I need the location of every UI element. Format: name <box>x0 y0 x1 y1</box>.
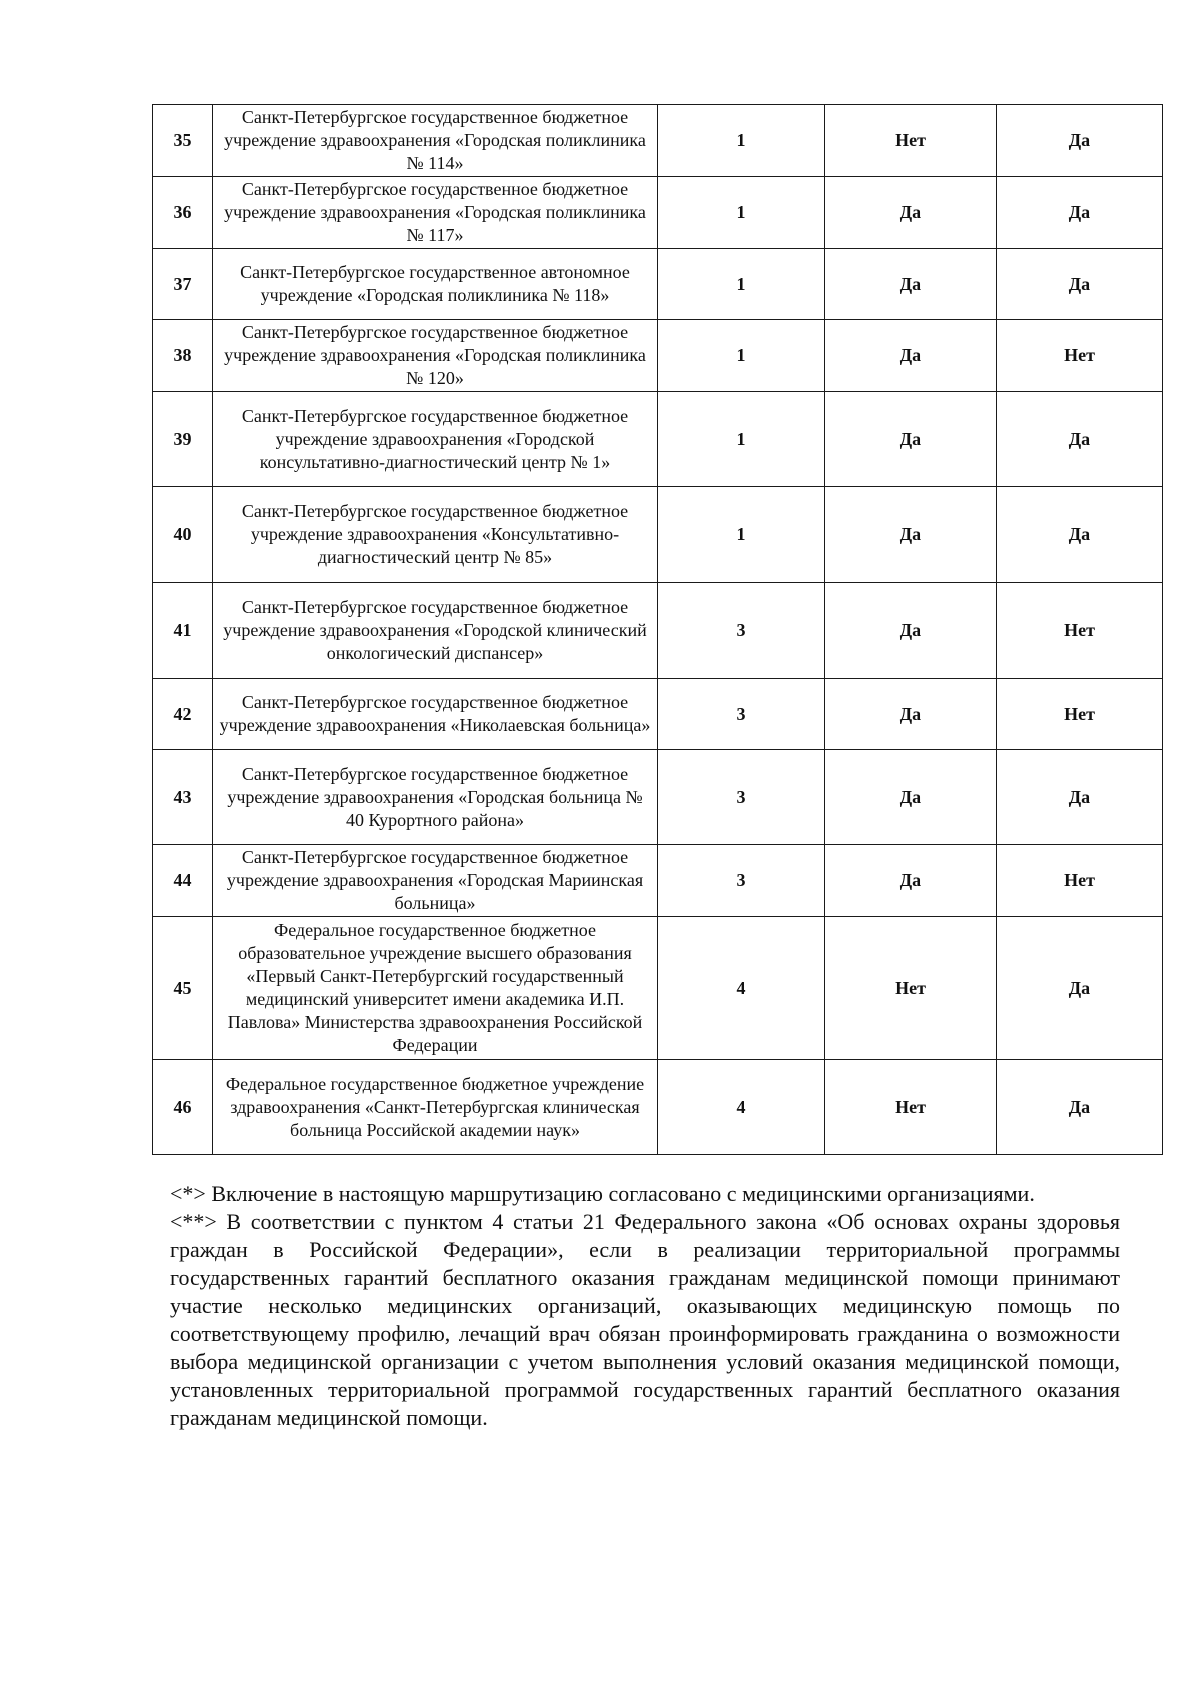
column-5-value: Да <box>997 1060 1163 1155</box>
organization-name: Санкт-Петербургское государственное бюджетное учреждение здравоохранения «Городская Мариинская больница» <box>213 845 658 917</box>
care-level: 4 <box>658 917 825 1060</box>
row-number: 41 <box>153 583 213 679</box>
table-row <box>153 177 1163 249</box>
column-5-value: Да <box>997 487 1163 583</box>
column-5-value: Да <box>997 750 1163 845</box>
care-level: 1 <box>658 487 825 583</box>
column-5-value: Нет <box>997 320 1163 392</box>
row-number: 43 <box>153 750 213 845</box>
table-row <box>153 1060 1163 1155</box>
column-4-value: Да <box>825 583 997 679</box>
column-4-value: Да <box>825 487 997 583</box>
row-number: 38 <box>153 320 213 392</box>
care-level: 4 <box>658 1060 825 1155</box>
routing-table <box>152 104 1163 1155</box>
table-body <box>153 105 1163 1155</box>
care-level: 3 <box>658 750 825 845</box>
care-level: 3 <box>658 679 825 750</box>
footnote-2: <**> В соответствии с пунктом 4 статьи 21 Федерального закона «Об основах охраны здоровья граждан в Российской Федерации», если в реализации территориальной программы государственных гарантий бесплатного оказания гражданам медицинской помощи принимают участие несколько медицинских организаций, оказывающих медицинскую помощь по соответствующему профилю, лечащий врач обязан проинформировать гражданина о возможности выбора медицинской организации с учетом выполнения условий оказания медицинской помощи, установленных территориальной программой государственных гарантий бесплатного оказания гражданам медицинской помощи. <box>170 1209 1120 1430</box>
column-4-value: Нет <box>825 917 997 1060</box>
column-5-value: Да <box>997 177 1163 249</box>
row-number: 42 <box>153 679 213 750</box>
column-5-value: Нет <box>997 845 1163 917</box>
column-4-value: Да <box>825 750 997 845</box>
table-row <box>153 249 1163 320</box>
care-level: 3 <box>658 583 825 679</box>
organization-name: Санкт-Петербургское государственное бюджетное учреждение здравоохранения «Городской консультативно-диагностический центр № 1» <box>213 392 658 487</box>
row-number: 39 <box>153 392 213 487</box>
footnotes <box>170 1180 1120 1432</box>
table-row <box>153 845 1163 917</box>
care-level: 1 <box>658 320 825 392</box>
column-5-value: Нет <box>997 679 1163 750</box>
column-4-value: Да <box>825 679 997 750</box>
table-row <box>153 392 1163 487</box>
table-row <box>153 583 1163 679</box>
column-4-value: Да <box>825 392 997 487</box>
column-4-value: Нет <box>825 105 997 177</box>
organization-name: Санкт-Петербургское государственное бюджетное учреждение здравоохранения «Городская больница № 40 Курортного района» <box>213 750 658 845</box>
row-number: 35 <box>153 105 213 177</box>
column-5-value: Да <box>997 249 1163 320</box>
organization-name: Санкт-Петербургское государственное автономное учреждение «Городская поликлиника № 118» <box>213 249 658 320</box>
table-row <box>153 320 1163 392</box>
column-5-value: Нет <box>997 583 1163 679</box>
care-level: 1 <box>658 392 825 487</box>
care-level: 3 <box>658 845 825 917</box>
row-number: 46 <box>153 1060 213 1155</box>
column-5-value: Да <box>997 392 1163 487</box>
footnote-1: <*> Включение в настоящую маршрутизацию согласовано с медицинскими организациями. <box>170 1181 1035 1206</box>
column-4-value: Да <box>825 177 997 249</box>
column-5-value: Да <box>997 105 1163 177</box>
row-number: 40 <box>153 487 213 583</box>
care-level: 1 <box>658 177 825 249</box>
organization-name: Санкт-Петербургское государственное бюджетное учреждение здравоохранения «Городская поликлиника № 120» <box>213 320 658 392</box>
table-row <box>153 917 1163 1060</box>
column-4-value: Да <box>825 845 997 917</box>
table-row <box>153 750 1163 845</box>
organization-name: Федеральное государственное бюджетное учреждение здравоохранения «Санкт-Петербургская клиническая больница Российской академии наук» <box>213 1060 658 1155</box>
organization-name: Санкт-Петербургское государственное бюджетное учреждение здравоохранения «Николаевская больница» <box>213 679 658 750</box>
row-number: 37 <box>153 249 213 320</box>
column-4-value: Да <box>825 249 997 320</box>
row-number: 36 <box>153 177 213 249</box>
column-5-value: Да <box>997 917 1163 1060</box>
table-row <box>153 105 1163 177</box>
organization-name: Санкт-Петербургское государственное бюджетное учреждение здравоохранения «Городская поликлиника № 114» <box>213 105 658 177</box>
column-4-value: Нет <box>825 1060 997 1155</box>
organization-name: Федеральное государственное бюджетное образовательное учреждение высшего образования «Первый Санкт-Петербургский государственный медицинский университет имени академика И.П. Павлова» Министерства здравоохранения Российской Федерации <box>213 917 658 1060</box>
organization-name: Санкт-Петербургское государственное бюджетное учреждение здравоохранения «Консультативно-диагностический центр № 85» <box>213 487 658 583</box>
row-number: 44 <box>153 845 213 917</box>
table-row <box>153 487 1163 583</box>
care-level: 1 <box>658 249 825 320</box>
column-4-value: Да <box>825 320 997 392</box>
row-number: 45 <box>153 917 213 1060</box>
organization-name: Санкт-Петербургское государственное бюджетное учреждение здравоохранения «Городская поликлиника № 117» <box>213 177 658 249</box>
care-level: 1 <box>658 105 825 177</box>
organization-name: Санкт-Петербургское государственное бюджетное учреждение здравоохранения «Городской клинический онкологический диспансер» <box>213 583 658 679</box>
table-row <box>153 679 1163 750</box>
